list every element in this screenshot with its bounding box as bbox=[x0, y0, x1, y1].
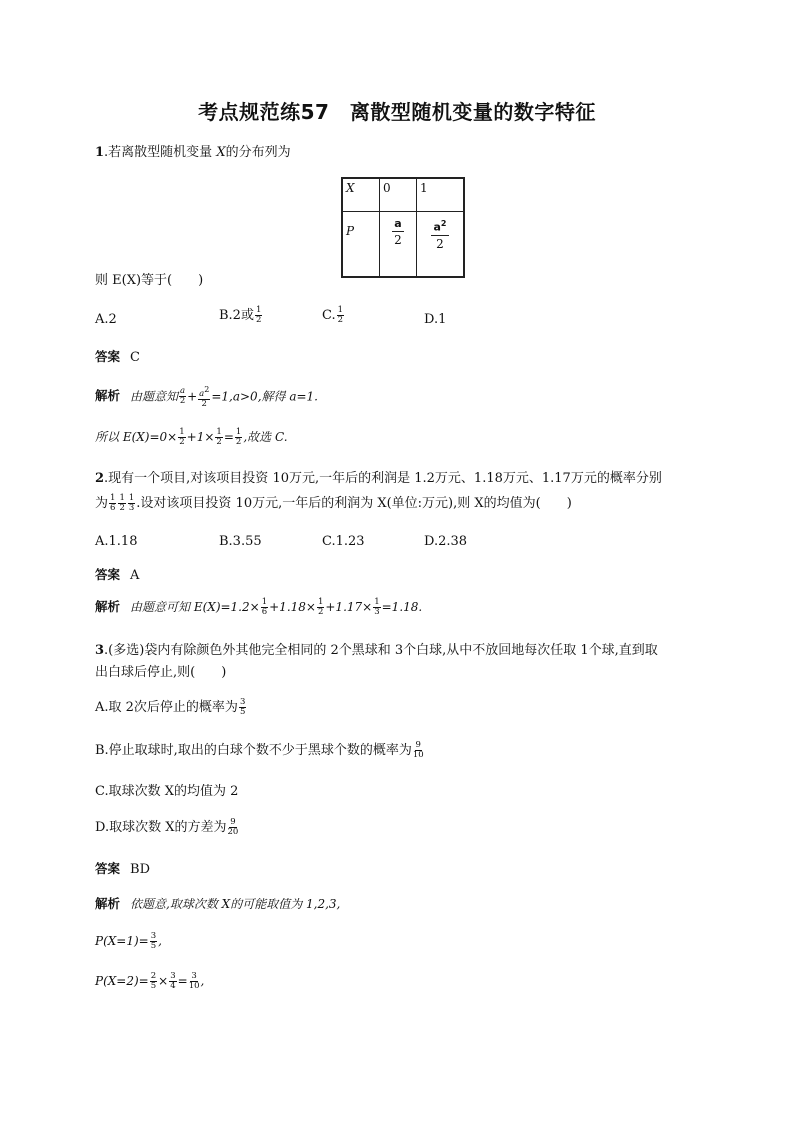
q3-option-c: C.取球次数 X的均值为 2 bbox=[95, 784, 239, 799]
q3-line1: .(多选)袋内有除颜色外其他完全相同的 2个黑球和 3个白球,从中不放回地每次任取 1个球,直到取 bbox=[104, 643, 658, 658]
q3-answer bbox=[95, 860, 150, 879]
table-cell-x1: 1 bbox=[417, 178, 465, 212]
q3-sol2-pre: P(X=1)= bbox=[95, 934, 149, 948]
q1-analysis-line1: 解析 由题意知 $\frac{a}{2}$ + $\frac{a^2}{2}$ =1,a>0,解得 a=1. bbox=[95, 385, 318, 409]
analysis-label: 解析 bbox=[95, 599, 121, 614]
q1-number: 1 bbox=[95, 145, 105, 160]
q2-line2-post: .设对该项目投资 10万元,一年后的利润为 X(单位:万元),则 X的均值为( ) bbox=[136, 496, 572, 511]
q3-sol2-end: , bbox=[158, 934, 162, 948]
q1-stem-tail: 的分布列为 bbox=[225, 145, 291, 160]
q3-sol3-b-num: 3 bbox=[170, 971, 176, 981]
q3-option-a-num: 3 bbox=[239, 697, 246, 707]
q2-line2-pre: 为 bbox=[95, 496, 109, 511]
q2-sol-pre: 由题意可知 E(X)=1.2× bbox=[130, 600, 260, 614]
q3-sol3-b-den: 4 bbox=[170, 981, 176, 991]
q3-option-d-num: 9 bbox=[230, 817, 236, 827]
q1-distribution-table bbox=[341, 177, 465, 278]
q3-sol3-pre: P(X=2)= bbox=[95, 974, 149, 988]
table-cell-x0: 0 bbox=[380, 178, 417, 212]
q3-option-b bbox=[95, 741, 425, 760]
q1-ask: 则 E(X)等于( ) bbox=[95, 273, 204, 288]
table-cell-x-label: X bbox=[342, 178, 380, 212]
q1-option-c bbox=[322, 306, 345, 325]
q3-analysis-line1 bbox=[95, 895, 340, 913]
q1-var: X bbox=[216, 145, 226, 160]
p1-numerator: a bbox=[433, 220, 441, 234]
q1-sol2-pre: 所以 E(X)=0× bbox=[95, 430, 178, 444]
q1-option-b-text: B.2或 bbox=[219, 308, 254, 323]
q1-sol2-eq: = bbox=[223, 430, 234, 444]
q2-answer-value: A bbox=[130, 568, 140, 583]
analysis-label: 解析 bbox=[95, 896, 121, 911]
q1-analysis-line2: 所以 E(X)=0× $\frac{1}{2}$ +1× $\frac{1}{2}$ = $\frac{1}{2}$ ,故选 C. bbox=[95, 427, 288, 447]
q2-option-a: A.1.18 bbox=[95, 534, 138, 549]
q2-stem-line2: 为 $\frac{1}{6}$ $\frac{1}{2}$ $\frac{1}{3}$ .设对该项目投资 10万元,一年后的利润为 X(单位:万元),则 X的均值为( ) bbox=[95, 493, 572, 513]
q3-option-a-den: 5 bbox=[239, 707, 246, 717]
q3-sol3-c-num: 3 bbox=[191, 971, 197, 981]
q3-sol3-a-num: 2 bbox=[150, 971, 157, 981]
table-cell-p0 bbox=[380, 212, 417, 278]
q1-option-b-num: 1 bbox=[255, 305, 262, 315]
q1-option-c-den: 2 bbox=[337, 315, 344, 325]
q1-option-a: A.2 bbox=[95, 312, 117, 327]
q2-option-d: D.2.38 bbox=[424, 534, 468, 549]
q1-sol2-end: ,故选 C. bbox=[243, 430, 288, 444]
q2-option-c: C.1.23 bbox=[322, 534, 365, 549]
q3-sol2-num: 3 bbox=[150, 931, 157, 941]
q1-sol2-mid: +1× bbox=[186, 430, 215, 444]
p1-denominator: 2 bbox=[436, 236, 444, 251]
q3-number: 3 bbox=[95, 643, 105, 658]
q2-number: 2 bbox=[95, 471, 105, 486]
q1-option-b bbox=[219, 306, 263, 325]
q1-option-d: D.1 bbox=[424, 312, 447, 327]
q1-answer bbox=[95, 348, 140, 367]
q1-stem-text: .若离散型随机变量 bbox=[104, 145, 213, 160]
page-title: 考点规范练57 离散型随机变量的数字特征 bbox=[198, 100, 596, 124]
q1-option-c-text: C. bbox=[322, 308, 336, 323]
q3-sol3-a-den: 5 bbox=[150, 981, 157, 991]
q2-sol-a: +1.18× bbox=[269, 600, 316, 614]
q3-option-d bbox=[95, 818, 239, 837]
q3-option-a-text: A.取 2次后停止的概率为 bbox=[95, 700, 238, 715]
q3-analysis-line2 bbox=[95, 932, 162, 951]
q2-sol-end: =1.18. bbox=[381, 600, 423, 614]
q3-analysis-line3 bbox=[95, 972, 204, 991]
q3-sol3-eq: = bbox=[177, 974, 188, 988]
q2-stem-line1 bbox=[95, 470, 662, 488]
p1-exponent: 2 bbox=[440, 219, 447, 228]
q2-sol-b: +1.17× bbox=[325, 600, 373, 614]
q2-answer bbox=[95, 566, 139, 585]
q1-stem bbox=[95, 144, 291, 162]
q3-answer-value: BD bbox=[130, 862, 150, 877]
q3-sol3-times: × bbox=[158, 974, 169, 988]
analysis-label: 解析 bbox=[95, 388, 121, 404]
q3-sol3-c-den: 10 bbox=[188, 981, 200, 991]
q1-sol1-pre: 由题意知 bbox=[130, 389, 179, 404]
q2-option-b: B.3.55 bbox=[219, 534, 262, 549]
q1-sol1-mid: =1,a>0,解得 a=1. bbox=[211, 389, 318, 404]
q1-option-b-den: 2 bbox=[255, 315, 262, 325]
q3-option-b-den: 10 bbox=[412, 750, 424, 760]
q1-option-c-num: 1 bbox=[337, 305, 344, 315]
table-cell-p-label: P bbox=[342, 212, 380, 278]
q3-option-a bbox=[95, 698, 247, 717]
q2-analysis: 解析 由题意可知 E(X)=1.2× $\frac{1}{6}$ +1.18× $\frac{1}{2}$ +1.17× $\frac{1}{3}$ =1.18. bbox=[95, 597, 423, 617]
answer-label: 答案 bbox=[95, 567, 121, 582]
q3-sol2-den: 5 bbox=[150, 941, 157, 951]
q3-sol1: 依题意,取球次数 X的可能取值为 1,2,3, bbox=[130, 897, 341, 911]
p0-denominator: 2 bbox=[394, 233, 402, 247]
p0-numerator: a bbox=[394, 217, 402, 230]
q1-answer-value: C bbox=[130, 350, 140, 365]
q3-option-d-den: 20 bbox=[227, 827, 239, 837]
q3-stem-line2: 出白球后停止,则( ) bbox=[95, 665, 227, 680]
answer-label: 答案 bbox=[95, 349, 121, 364]
q2-line1: .现有一个项目,对该项目投资 10万元,一年后的利润是 1.2万元、1.18万元、1.17万元的概率分别 bbox=[104, 471, 662, 486]
answer-label: 答案 bbox=[95, 861, 121, 876]
q3-sol3-end: , bbox=[200, 974, 205, 988]
q3-option-d-text: D.取球次数 X的方差为 bbox=[95, 820, 227, 835]
q3-option-b-num: 9 bbox=[415, 740, 421, 750]
table-cell-p1 bbox=[417, 212, 465, 278]
q3-option-b-text: B.停止取球时,取出的白球个数不少于黑球个数的概率为 bbox=[95, 743, 412, 758]
q3-stem-line1 bbox=[95, 642, 658, 660]
